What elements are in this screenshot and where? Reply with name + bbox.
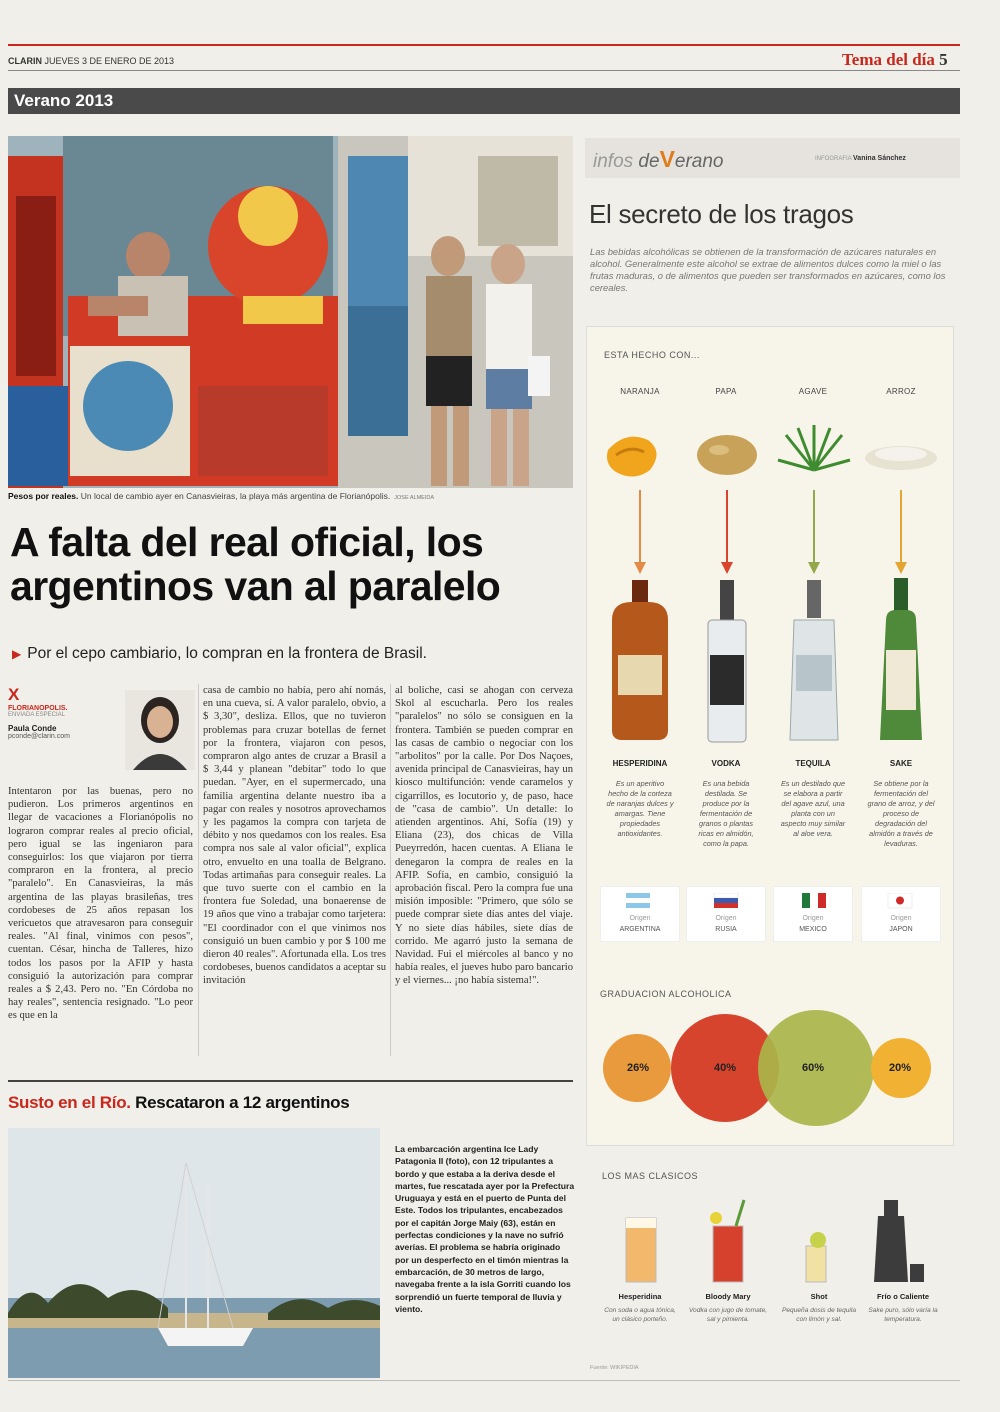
agave-icon xyxy=(778,425,850,470)
mexico-flag-icon xyxy=(802,893,826,908)
vodka-bottle-icon xyxy=(708,580,746,742)
drink-description: Se obtiene por la fermentación del grano de arroz, y del proceso de degradación del almidón a través de levaduras. xyxy=(867,779,935,848)
russia-flag-icon xyxy=(714,893,738,908)
graduation-title: GRADUACION ALCOHOLICA xyxy=(600,989,732,999)
infographic-brand: infos deVerano xyxy=(593,146,724,172)
arrow-icon xyxy=(721,490,733,574)
drink-description: Es un aperitivo hecho de la corteza de naranjas dulces y amargas. Tiene propiedades antioxidantes. xyxy=(606,779,674,838)
ingredient-label: PAPA xyxy=(715,387,737,396)
column-divider xyxy=(390,684,391,1056)
rice-icon xyxy=(865,446,937,470)
section-label: Tema del día 5 xyxy=(842,50,948,69)
exchange-kiosk-photo xyxy=(8,136,573,488)
brief-text: La embarcación argentina Ice Lady Patagonia II (foto), con 12 tripulantes a bordo y que estaba a la deriva desde el martes, fue rescatada ayer por la Prefectura Uruguaya y está en el puerto de Punta del Este. Todos los tripulantes, encabezados por el capitán Jorge Maiy (63), están en perfectas condiciones y la nave no sufrió averías. El problema se habría originado por un desperfecto en el timón mientras la embarcación, de 30 metros de largo, navegaba frente a la isla Gorriti cuando los sorprendió un fuerte temporal de lluvia y viento. xyxy=(395,1144,575,1314)
origin-country: JAPON xyxy=(889,926,913,933)
classic-description: Vodka con jugo de tomate, sal y pimienta. xyxy=(688,1307,768,1323)
graduation-value: 20% xyxy=(889,1062,912,1074)
drink-name: VODKA xyxy=(711,759,741,768)
flags-graphic xyxy=(586,893,954,909)
origin-country: RUSIA xyxy=(715,926,737,933)
arrow-icon xyxy=(895,490,907,574)
graduation-value: 40% xyxy=(714,1062,737,1074)
author-avatar xyxy=(125,690,195,770)
classic-drinks-graphic xyxy=(586,1196,954,1286)
byline-city: FLORIANOPOLIS. xyxy=(8,705,68,712)
origin-label: Origen xyxy=(802,915,824,922)
japan-flag-icon xyxy=(888,893,912,908)
byline-role: ENVIADA ESPECIAL xyxy=(8,712,66,718)
ingredients-bottles-graphic xyxy=(586,410,954,755)
classic-description: Con soda o agua tónica, un clásico porteño. xyxy=(604,1307,676,1323)
classic-description: Pequeña dosis de tequila con limón y sal. xyxy=(781,1307,857,1323)
origin-label: Origen xyxy=(890,915,912,922)
source-note: Fuente: WIKIPEDIA xyxy=(590,1365,639,1371)
column-divider xyxy=(198,684,199,1056)
sake-set-icon xyxy=(874,1200,924,1282)
body-column-1: Intentaron por las buenas, pero no pudieron. Los primeros argentinos en llegar de vacaciones a Florianópolis no lograron comprar reales al precio oficial, pero igual se las ingeniaron para conseguirlos: los que viajaron por tierra compraron en la frontera, al precio "paralelo". En Canasvieiras, la más argentina de las playas brasileñas, tres cordobeses de 25 años repasan los vericuetos que atravesaron para conseguir reales. "Al final, vinimos con pesos", cuentan. César, hincha de Talleres, hizo todos los pasos por la AFIP y hasta consiguió la autorización para comprar reales a $ 2,43. Pero no. "En Córdoba no hay reales", sentencia resignado. "Lo peor es que en la xyxy=(8,786,193,1022)
byline-email[interactable]: pconde@clarin.com xyxy=(8,733,70,740)
folio: CLARIN JUEVES 3 DE ENERO DE 2013 xyxy=(8,56,175,66)
byline-name: Paula Conde xyxy=(8,724,57,733)
top-red-rule xyxy=(8,44,960,46)
argentina-flag-icon xyxy=(626,893,650,908)
graduation-value: 26% xyxy=(627,1062,650,1074)
ingredient-label: AGAVE xyxy=(798,387,828,396)
triangle-bullet-icon: ▶ xyxy=(12,647,22,661)
tequila-bottle-icon xyxy=(790,580,838,740)
secondary-headline: Susto en el Río. Rescataron a 12 argentinos xyxy=(8,1093,350,1112)
sake-bottle-icon xyxy=(880,578,922,740)
infographic-credit: INFOGRAFIA Vanina Sánchez xyxy=(815,155,906,162)
section-bar-title: Verano 2013 xyxy=(14,91,114,110)
graduation-value: 60% xyxy=(802,1062,825,1074)
orange-peel-icon xyxy=(607,437,657,477)
origin-country: ARGENTINA xyxy=(619,926,661,933)
hesperidina-glass-icon xyxy=(626,1218,656,1282)
classic-name: Bloody Mary xyxy=(705,1292,751,1301)
drink-description: Es un destilado que se elabora a partir del agave azul, una planta con un aspecto muy similar al aloe vera. xyxy=(780,779,846,838)
sailboat-photo xyxy=(8,1128,380,1378)
headline: A falta del real oficial, los argentinos van al paralelo xyxy=(10,519,501,609)
origin-label: Origen xyxy=(715,915,737,922)
ingredient-label: ARROZ xyxy=(886,387,916,396)
infographic-intro: Las bebidas alcohólicas se obtienen de la transformación de azúcares naturales en alcohol. Generalmente este alcohol se extrae de alimentos dulces como la miel o las frutas maduras, o de alimentos que pueden ser transformados en azúcares, como los cereales. xyxy=(590,246,946,293)
made-with-label: ESTA HECHO CON... xyxy=(604,350,700,360)
classic-name: Hesperidina xyxy=(618,1292,662,1301)
classic-name: Frío o Caliente xyxy=(876,1292,930,1301)
shot-glass-icon xyxy=(806,1232,826,1282)
drink-name: HESPERIDINA xyxy=(612,759,668,768)
bloody-mary-glass-icon xyxy=(710,1200,744,1282)
drink-name: SAKE xyxy=(889,759,913,768)
body-column-2: casa de cambio no había, pero ahí nomás, en una cueva, sí. A valor paralelo, obvio, a $ 3,30", desliza. Ellos, que no tuvieron problemas para cruzar botellas de fernet por la frontera, viajaron con pesos, compraron algo antes de cruzar a Brasil a $ 3,44 y planean "debitar" todo lo que puedan. "Ayer, en el supermercado, una familia argentina delante nuestro iba a pagar con reales y nosotros aprovechamos y les pagamos la compra con tarjeta de débito y nos quedamos con los reales. Esa compra nos sale al valor oficial", explica otro, envuelto en una toalla de Belgrano. Todas artimañas para conseguir reales. La que tuvo suerte con el cambio en la frontera fue Soledad, una bonaerense de 19 años que vino a trabajar como tarjetera: "El coordinador con el que vinimos nos consiguió un buen cambio y por $ 100 me dieron 40 reales". Afortunada ella. Los tres cordobeses, buenos candidatos a aceptar su invitación xyxy=(203,685,386,987)
origin-label: Origen xyxy=(629,915,651,922)
arrow-icon xyxy=(634,490,646,574)
section-rule xyxy=(8,1080,573,1082)
arrow-icon xyxy=(808,490,820,574)
origin-country: MEXICO xyxy=(799,926,827,933)
classic-description: Sake puro, sólo varía la temperatura. xyxy=(868,1307,938,1323)
classics-title: LOS MAS CLASICOS xyxy=(602,1171,699,1181)
header-rule xyxy=(8,70,960,71)
classic-name: Shot xyxy=(810,1292,828,1301)
infographic-title: El secreto de los tragos xyxy=(589,199,854,229)
photo-caption: Pesos por reales. Un local de cambio ayer en Canasvieiras, la playa más argentina de Florianópolis. JOSE ALMEIDA xyxy=(8,491,435,501)
body-column-3: al boliche, casi se ahogan con cerveza Skol al escucharla. Pero los reales "paralelos" no sólo se consiguen en la frontera. También se pueden comprar en las casas de cambio o negociar con los "arbolitos" por la calle. Por Dos Naçoes, avenida principal de Canasvieiras, hay un kiosco multifunción: vende caramelos y cigarrillos, es locutorio y, de paso, hace de "casa de cambio". Un detalle: lo atienden argentinos. Ahí, Sofía (19) y Eliana (23), dos chicas de Villa Pueyrredón, hacen cuentas. A Eliana le denegaron la compra de reales en la AFIP. Sofía, en cambio, consiguió la aprobación fiscal. Pero la compra fue una misión imposible: "Primero, que sólo se puede comprar siete días antes del viaje. Y no siete días hábiles, siete días de corrido. Me agarró justo la semana de Navidad. Fui el miércoles al banco y no había reales, el jueves hubo paro bancario y el viernes... ¡no había sistema!". xyxy=(395,685,573,987)
ingredient-label: NARANJA xyxy=(620,387,660,396)
drink-description: Es una bebida destilada. Se produce por la fermentación de granos o plantas ricas en almidón, como la papa. xyxy=(698,779,754,848)
deck: ▶ Por el cepo cambiario, lo compran en la frontera de Brasil. xyxy=(12,645,427,662)
drink-name: TEQUILA xyxy=(795,759,831,768)
potato-icon xyxy=(697,435,757,475)
clarin-x-icon: X xyxy=(8,685,20,704)
section-bar xyxy=(8,88,960,114)
bottom-rule xyxy=(8,1380,960,1381)
hesperidina-bottle-icon xyxy=(612,580,668,740)
